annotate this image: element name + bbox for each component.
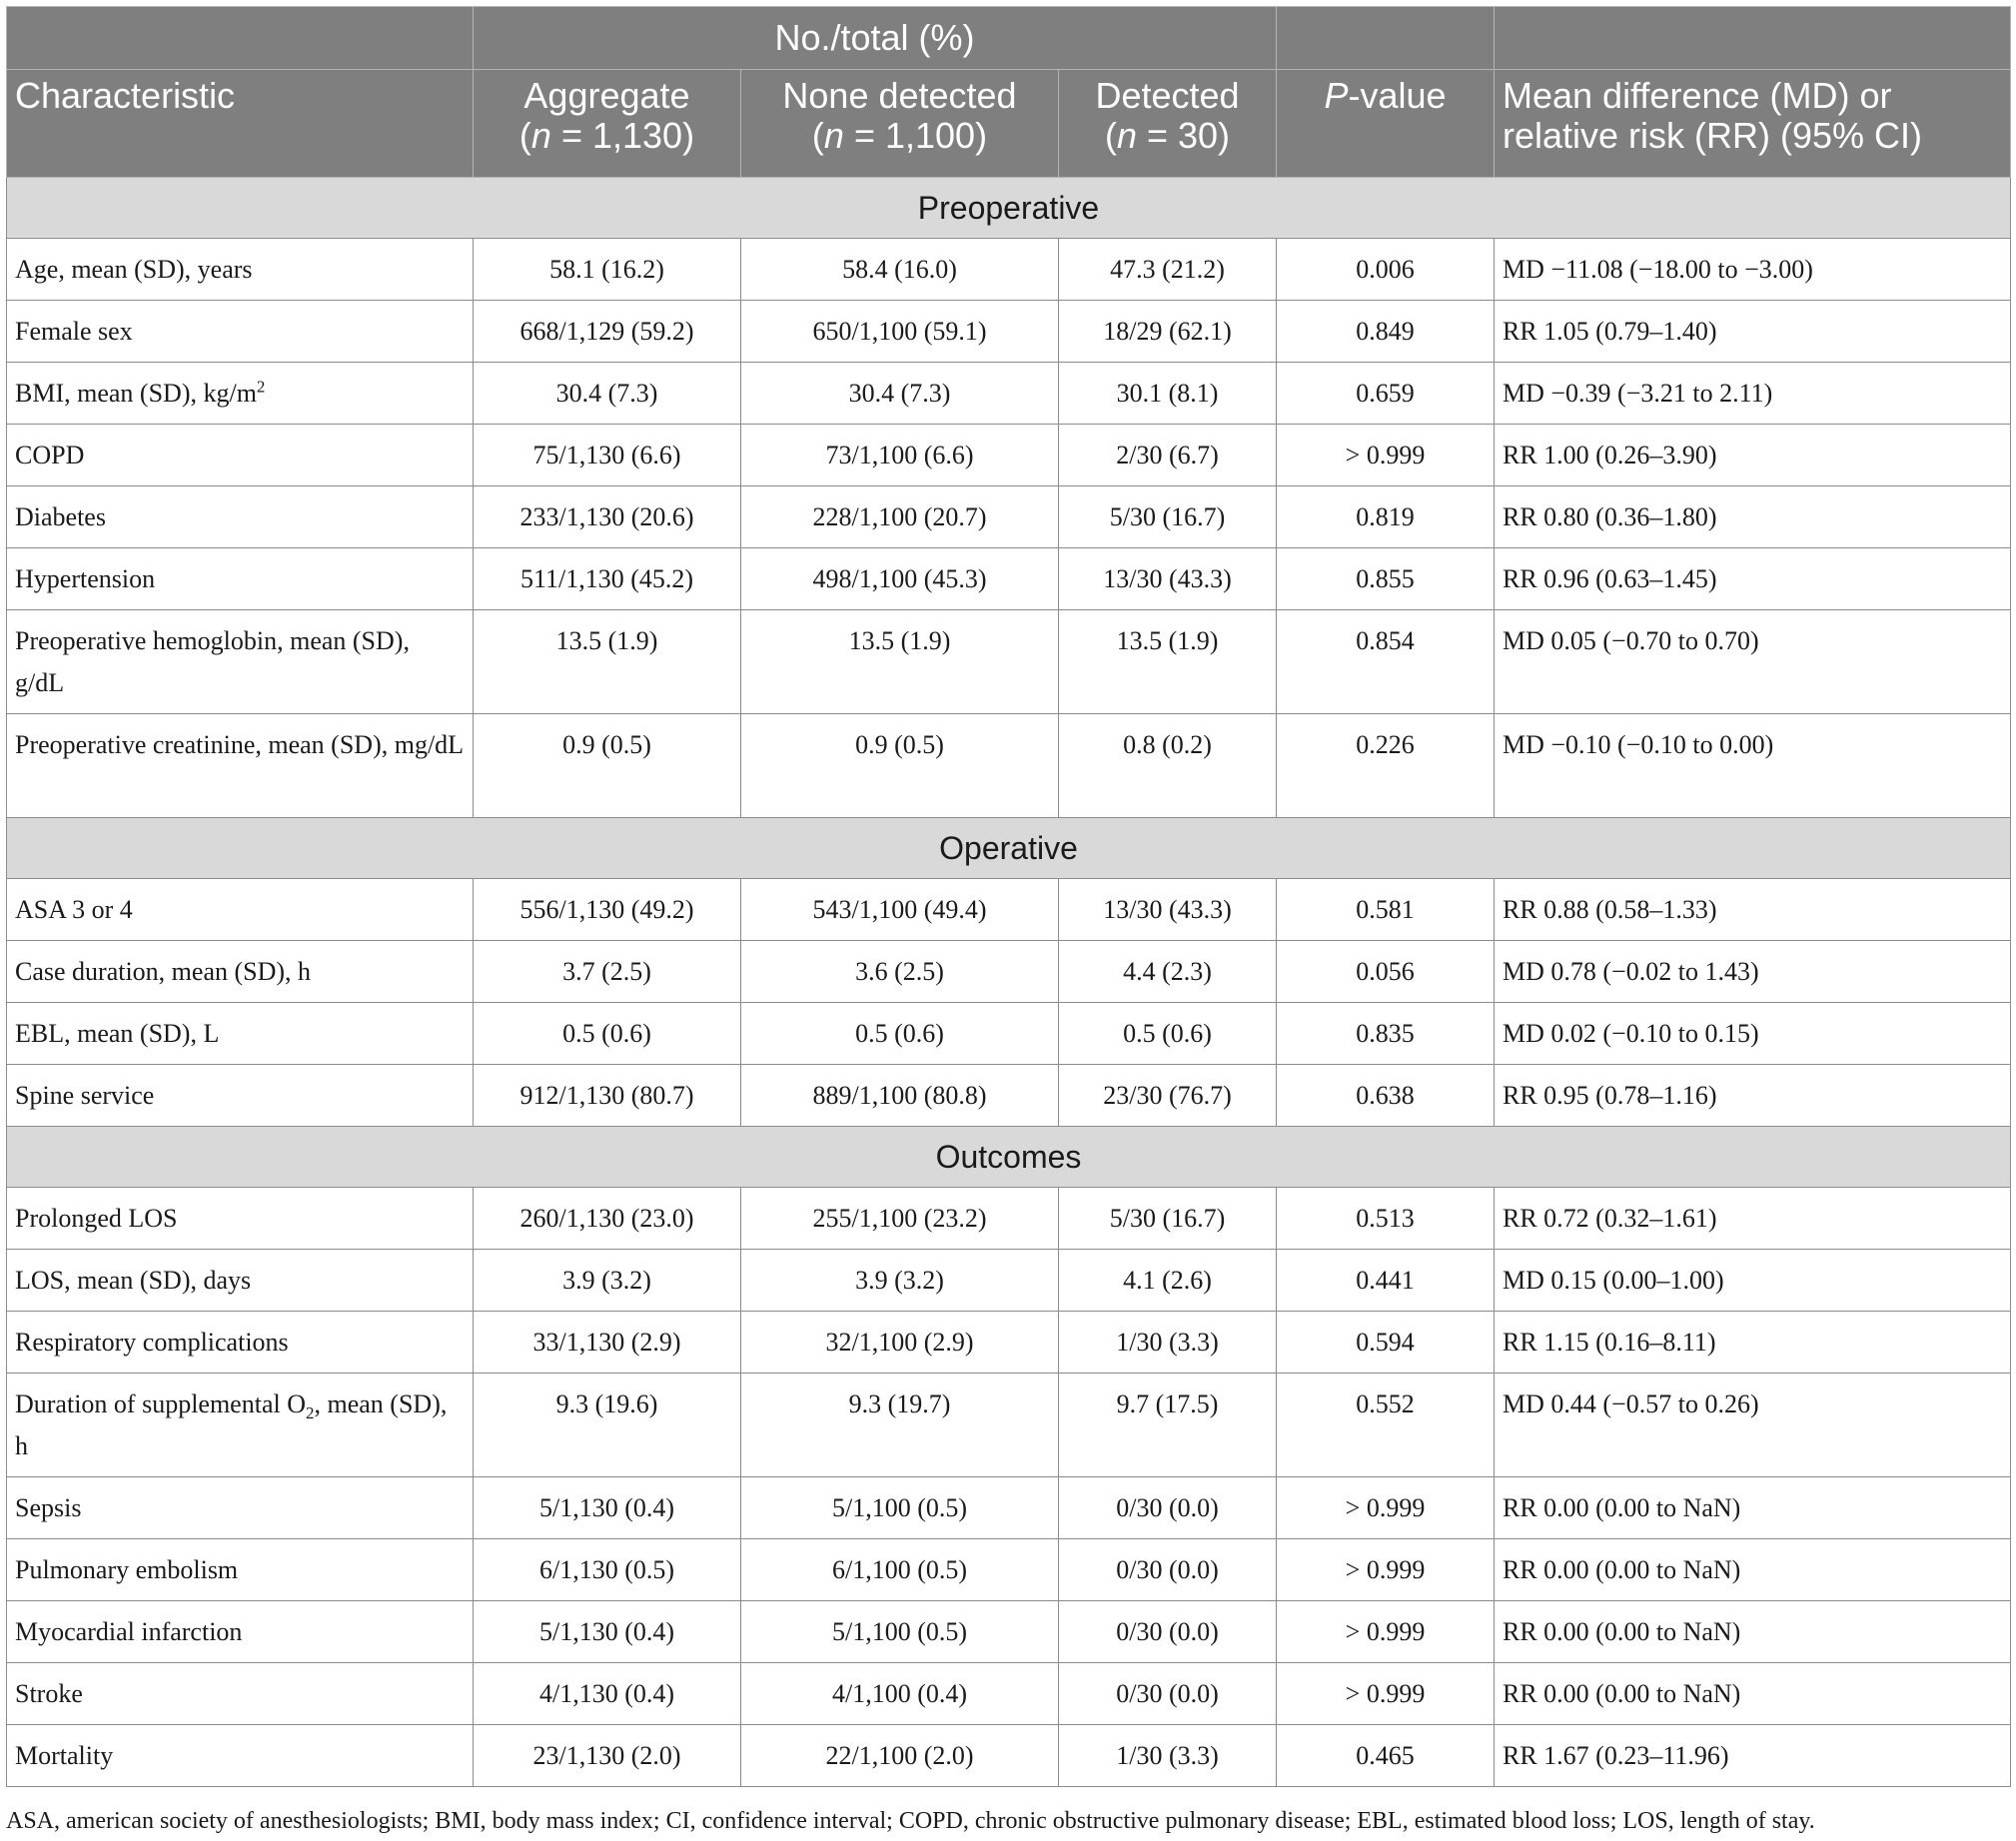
row-label-text: Case duration, mean (SD), h bbox=[15, 957, 312, 986]
cell-effect-size: RR 0.00 (0.00 to NaN) bbox=[1495, 1601, 2011, 1663]
row-label-text: BMI, mean (SD), kg/m bbox=[15, 379, 257, 408]
table-row bbox=[7, 1601, 2011, 1663]
table-container bbox=[6, 6, 2010, 1787]
cell-aggregate: 6/1,130 (0.5) bbox=[474, 1539, 741, 1601]
cell-none-detected: 58.4 (16.0) bbox=[741, 239, 1059, 301]
header-detected-n-val: = 30 bbox=[1136, 115, 1219, 156]
header-group-label: No./total (%) bbox=[474, 7, 1277, 70]
cell-detected: 13.5 (1.9) bbox=[1059, 610, 1277, 714]
cell-p-value: 0.819 bbox=[1277, 486, 1495, 548]
header-none-name: None detected bbox=[782, 75, 1017, 116]
cell-aggregate: 9.3 (19.6) bbox=[474, 1374, 741, 1477]
row-label bbox=[7, 941, 474, 1003]
row-label bbox=[7, 548, 474, 610]
cell-detected: 47.3 (21.2) bbox=[1059, 239, 1277, 301]
cell-effect-size: RR 1.00 (0.26–3.90) bbox=[1495, 425, 2011, 486]
row-label bbox=[7, 610, 474, 714]
cell-effect-size: MD −0.39 (−3.21 to 2.11) bbox=[1495, 363, 2011, 425]
cell-detected: 0.5 (0.6) bbox=[1059, 1003, 1277, 1065]
table-row bbox=[7, 714, 2011, 818]
row-label-text: COPD bbox=[15, 441, 85, 469]
header-md-line1: Mean difference (MD) or bbox=[1503, 75, 1892, 116]
section-header: Outcomes bbox=[7, 1127, 2011, 1188]
cell-aggregate: 556/1,130 (49.2) bbox=[474, 879, 741, 941]
header-p-italic: P bbox=[1324, 75, 1349, 116]
cell-aggregate: 33/1,130 (2.9) bbox=[474, 1312, 741, 1374]
table-row bbox=[7, 610, 2011, 714]
cell-none-detected: 0.5 (0.6) bbox=[741, 1003, 1059, 1065]
cell-none-detected: 498/1,100 (45.3) bbox=[741, 548, 1059, 610]
section-header: Operative bbox=[7, 818, 2011, 879]
row-label-text: Pulmonary embolism bbox=[15, 1555, 239, 1584]
cell-none-detected: 22/1,100 (2.0) bbox=[741, 1725, 1059, 1787]
row-label bbox=[7, 425, 474, 486]
header-detected: Detected (n = 30) bbox=[1059, 70, 1277, 178]
cell-detected: 0/30 (0.0) bbox=[1059, 1539, 1277, 1601]
row-label bbox=[7, 1539, 474, 1601]
header-empty-cell bbox=[1277, 7, 1495, 70]
header-aggregate-n-var: n bbox=[530, 115, 551, 156]
cell-aggregate: 0.9 (0.5) bbox=[474, 714, 741, 818]
cell-p-value: 0.854 bbox=[1277, 610, 1495, 714]
cell-p-value: > 0.999 bbox=[1277, 1601, 1495, 1663]
header-characteristic: Characteristic bbox=[7, 70, 474, 178]
cell-p-value: 0.006 bbox=[1277, 239, 1495, 301]
header-detected-n-var: n bbox=[1116, 115, 1137, 156]
cell-aggregate: 511/1,130 (45.2) bbox=[474, 548, 741, 610]
cell-effect-size: RR 0.72 (0.32–1.61) bbox=[1495, 1188, 2011, 1250]
row-label-text: LOS, mean (SD), days bbox=[15, 1266, 252, 1295]
table-row bbox=[7, 425, 2011, 486]
cell-aggregate: 912/1,130 (80.7) bbox=[474, 1065, 741, 1127]
table-row bbox=[7, 941, 2011, 1003]
cell-effect-size: MD 0.05 (−0.70 to 0.70) bbox=[1495, 610, 2011, 714]
table-row bbox=[7, 1188, 2011, 1250]
header-empty-cell bbox=[1495, 7, 2011, 70]
cell-effect-size: MD 0.78 (−0.02 to 1.43) bbox=[1495, 941, 2011, 1003]
row-label bbox=[7, 1065, 474, 1127]
row-label bbox=[7, 1374, 474, 1477]
table-row bbox=[7, 1374, 2011, 1477]
row-label-text: Mortality bbox=[15, 1741, 114, 1770]
table-row bbox=[7, 301, 2011, 363]
cell-effect-size: MD 0.02 (−0.10 to 0.15) bbox=[1495, 1003, 2011, 1065]
cell-detected: 4.1 (2.6) bbox=[1059, 1250, 1277, 1312]
table-row bbox=[7, 1003, 2011, 1065]
table-row bbox=[7, 239, 2011, 301]
cell-effect-size: RR 0.96 (0.63–1.45) bbox=[1495, 548, 2011, 610]
cell-aggregate: 260/1,130 (23.0) bbox=[474, 1188, 741, 1250]
cell-detected: 9.7 (17.5) bbox=[1059, 1374, 1277, 1477]
row-label-text: Preoperative hemoglobin, mean (SD), g/dL bbox=[15, 626, 410, 697]
cell-detected: 23/30 (76.7) bbox=[1059, 1065, 1277, 1127]
cell-p-value: 0.594 bbox=[1277, 1312, 1495, 1374]
cell-aggregate: 4/1,130 (0.4) bbox=[474, 1663, 741, 1725]
row-label bbox=[7, 1601, 474, 1663]
row-label bbox=[7, 1003, 474, 1065]
header-p-value bbox=[1277, 70, 1495, 178]
table-header bbox=[7, 7, 2011, 178]
cell-effect-size: MD −11.08 (−18.00 to −3.00) bbox=[1495, 239, 2011, 301]
cell-effect-size: RR 0.00 (0.00 to NaN) bbox=[1495, 1539, 2011, 1601]
row-label-text: Diabetes bbox=[15, 502, 106, 531]
cell-aggregate: 75/1,130 (6.6) bbox=[474, 425, 741, 486]
cell-p-value: 0.581 bbox=[1277, 879, 1495, 941]
row-label bbox=[7, 1250, 474, 1312]
table-row bbox=[7, 1065, 2011, 1127]
header-p-rest: -value bbox=[1348, 75, 1447, 116]
cell-effect-size: RR 1.15 (0.16–8.11) bbox=[1495, 1312, 2011, 1374]
cell-p-value: 0.835 bbox=[1277, 1003, 1495, 1065]
row-label-text: Spine service bbox=[15, 1081, 155, 1110]
table-row bbox=[7, 879, 2011, 941]
cell-aggregate: 233/1,130 (20.6) bbox=[474, 486, 741, 548]
header-effect-size bbox=[1495, 70, 2011, 178]
cell-p-value: > 0.999 bbox=[1277, 425, 1495, 486]
header-aggregate-n-val: = 1,130 bbox=[550, 115, 683, 156]
cell-none-detected: 255/1,100 (23.2) bbox=[741, 1188, 1059, 1250]
cell-p-value: 0.638 bbox=[1277, 1065, 1495, 1127]
cell-p-value: 0.659 bbox=[1277, 363, 1495, 425]
table-body bbox=[7, 178, 2011, 1787]
header-none-detected: None detected (n = 1,100) bbox=[741, 70, 1059, 178]
row-label-text: Duration of supplemental O bbox=[15, 1389, 306, 1418]
table-row bbox=[7, 1477, 2011, 1539]
row-label bbox=[7, 486, 474, 548]
cell-none-detected: 543/1,100 (49.4) bbox=[741, 879, 1059, 941]
cell-aggregate: 3.7 (2.5) bbox=[474, 941, 741, 1003]
row-label-text: Female sex bbox=[15, 317, 133, 346]
section-header: Preoperative bbox=[7, 178, 2011, 239]
superscript: 2 bbox=[256, 377, 266, 397]
row-label-text: Sepsis bbox=[15, 1493, 82, 1522]
table-row bbox=[7, 486, 2011, 548]
cell-none-detected: 228/1,100 (20.7) bbox=[741, 486, 1059, 548]
cell-detected: 1/30 (3.3) bbox=[1059, 1312, 1277, 1374]
cell-detected: 5/30 (16.7) bbox=[1059, 486, 1277, 548]
cell-none-detected: 9.3 (19.7) bbox=[741, 1374, 1059, 1477]
row-label bbox=[7, 714, 474, 818]
cell-aggregate: 3.9 (3.2) bbox=[474, 1250, 741, 1312]
cell-detected: 1/30 (3.3) bbox=[1059, 1725, 1277, 1787]
cell-none-detected: 889/1,100 (80.8) bbox=[741, 1065, 1059, 1127]
cell-p-value: > 0.999 bbox=[1277, 1663, 1495, 1725]
row-label-text: Preoperative creatinine, mean (SD), mg/dL bbox=[15, 730, 465, 759]
cell-none-detected: 5/1,100 (0.5) bbox=[741, 1601, 1059, 1663]
table-row bbox=[7, 1312, 2011, 1374]
cell-aggregate: 30.4 (7.3) bbox=[474, 363, 741, 425]
cell-p-value: 0.226 bbox=[1277, 714, 1495, 818]
cell-none-detected: 6/1,100 (0.5) bbox=[741, 1539, 1059, 1601]
header-none-n-val: = 1,100 bbox=[843, 115, 976, 156]
row-label bbox=[7, 879, 474, 941]
table-row bbox=[7, 363, 2011, 425]
cell-detected: 13/30 (43.3) bbox=[1059, 548, 1277, 610]
cell-none-detected: 3.9 (3.2) bbox=[741, 1250, 1059, 1312]
cell-p-value: 0.552 bbox=[1277, 1374, 1495, 1477]
cell-p-value: 0.465 bbox=[1277, 1725, 1495, 1787]
cell-detected: 2/30 (6.7) bbox=[1059, 425, 1277, 486]
cell-detected: 0.8 (0.2) bbox=[1059, 714, 1277, 818]
header-md-line2: relative risk (RR) (95% CI) bbox=[1503, 115, 1923, 156]
cell-p-value: > 0.999 bbox=[1277, 1539, 1495, 1601]
cell-effect-size: MD 0.15 (0.00–1.00) bbox=[1495, 1250, 2011, 1312]
row-label-text: EBL, mean (SD), L bbox=[15, 1019, 220, 1048]
cell-aggregate: 58.1 (16.2) bbox=[474, 239, 741, 301]
cell-none-detected: 0.9 (0.5) bbox=[741, 714, 1059, 818]
cell-effect-size: MD −0.10 (−0.10 to 0.00) bbox=[1495, 714, 2011, 818]
cell-none-detected: 4/1,100 (0.4) bbox=[741, 1663, 1059, 1725]
cell-detected: 13/30 (43.3) bbox=[1059, 879, 1277, 941]
cell-detected: 4.4 (2.3) bbox=[1059, 941, 1277, 1003]
row-label bbox=[7, 239, 474, 301]
cell-detected: 0/30 (0.0) bbox=[1059, 1601, 1277, 1663]
header-aggregate-name: Aggregate bbox=[523, 75, 690, 116]
cell-p-value: 0.441 bbox=[1277, 1250, 1495, 1312]
cell-none-detected: 3.6 (2.5) bbox=[741, 941, 1059, 1003]
table-row bbox=[7, 1725, 2011, 1787]
cell-effect-size: RR 0.00 (0.00 to NaN) bbox=[1495, 1663, 2011, 1725]
header-empty-cell bbox=[7, 7, 474, 70]
cell-none-detected: 13.5 (1.9) bbox=[741, 610, 1059, 714]
row-label-text: Respiratory complications bbox=[15, 1328, 289, 1357]
cell-aggregate: 668/1,129 (59.2) bbox=[474, 301, 741, 363]
cell-aggregate: 0.5 (0.6) bbox=[474, 1003, 741, 1065]
row-label-text: Prolonged LOS bbox=[15, 1204, 178, 1233]
cell-effect-size: RR 1.67 (0.23–11.96) bbox=[1495, 1725, 2011, 1787]
cell-none-detected: 5/1,100 (0.5) bbox=[741, 1477, 1059, 1539]
cell-none-detected: 650/1,100 (59.1) bbox=[741, 301, 1059, 363]
cell-aggregate: 13.5 (1.9) bbox=[474, 610, 741, 714]
data-table bbox=[6, 6, 2011, 1787]
cell-p-value: 0.849 bbox=[1277, 301, 1495, 363]
row-label-text: Hypertension bbox=[15, 564, 156, 593]
cell-effect-size: RR 1.05 (0.79–1.40) bbox=[1495, 301, 2011, 363]
cell-detected: 0/30 (0.0) bbox=[1059, 1663, 1277, 1725]
row-label bbox=[7, 1477, 474, 1539]
row-label-text: Age, mean (SD), years bbox=[15, 255, 253, 284]
cell-none-detected: 73/1,100 (6.6) bbox=[741, 425, 1059, 486]
cell-detected: 18/29 (62.1) bbox=[1059, 301, 1277, 363]
cell-p-value: 0.513 bbox=[1277, 1188, 1495, 1250]
table-footnote: ASA, american society of anesthesiologists; BMI, body mass index; CI, confidence interval; COPD, chronic obstructive pulmonary disease; EBL, estimated blood loss; LOS, length of stay. bbox=[6, 1808, 1815, 1834]
row-label bbox=[7, 1312, 474, 1374]
header-aggregate: Aggregate (n = 1,130) bbox=[474, 70, 741, 178]
cell-effect-size: MD 0.44 (−0.57 to 0.26) bbox=[1495, 1374, 2011, 1477]
row-label-text: Myocardial infarction bbox=[15, 1617, 243, 1646]
table-row bbox=[7, 1663, 2011, 1725]
header-none-n-var: n bbox=[823, 115, 844, 156]
row-label bbox=[7, 1188, 474, 1250]
cell-p-value: 0.855 bbox=[1277, 548, 1495, 610]
row-label bbox=[7, 301, 474, 363]
cell-effect-size: RR 0.00 (0.00 to NaN) bbox=[1495, 1477, 2011, 1539]
cell-p-value: > 0.999 bbox=[1277, 1477, 1495, 1539]
cell-none-detected: 30.4 (7.3) bbox=[741, 363, 1059, 425]
table-row bbox=[7, 1539, 2011, 1601]
row-label-suffix: , mean (SD), h bbox=[15, 1389, 448, 1460]
table-row bbox=[7, 548, 2011, 610]
cell-p-value: 0.056 bbox=[1277, 941, 1495, 1003]
cell-effect-size: RR 0.80 (0.36–1.80) bbox=[1495, 486, 2011, 548]
cell-aggregate: 23/1,130 (2.0) bbox=[474, 1725, 741, 1787]
header-detected-name: Detected bbox=[1095, 75, 1240, 116]
cell-detected: 30.1 (8.1) bbox=[1059, 363, 1277, 425]
cell-aggregate: 5/1,130 (0.4) bbox=[474, 1601, 741, 1663]
cell-detected: 5/30 (16.7) bbox=[1059, 1188, 1277, 1250]
subscript: 2 bbox=[306, 1403, 315, 1423]
table-row bbox=[7, 1250, 2011, 1312]
cell-effect-size: RR 0.88 (0.58–1.33) bbox=[1495, 879, 2011, 941]
cell-none-detected: 32/1,100 (2.9) bbox=[741, 1312, 1059, 1374]
cell-aggregate: 5/1,130 (0.4) bbox=[474, 1477, 741, 1539]
row-label-text: Stroke bbox=[15, 1679, 83, 1708]
cell-detected: 0/30 (0.0) bbox=[1059, 1477, 1277, 1539]
cell-effect-size: RR 0.95 (0.78–1.16) bbox=[1495, 1065, 2011, 1127]
row-label bbox=[7, 363, 474, 425]
row-label bbox=[7, 1725, 474, 1787]
row-label bbox=[7, 1663, 474, 1725]
row-label-text: ASA 3 or 4 bbox=[15, 895, 133, 924]
